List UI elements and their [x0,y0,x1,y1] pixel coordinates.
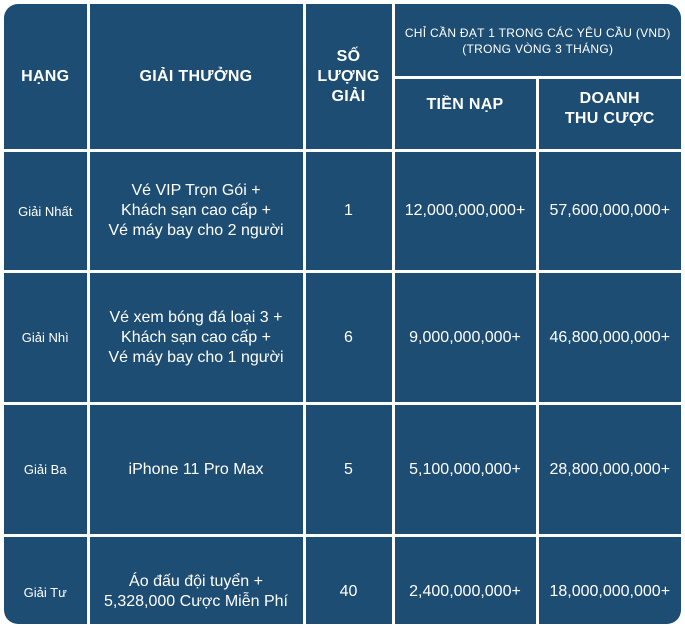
prize-line: Vé xem bóng đá loại 3 + [109,308,283,326]
prize-line: Khách sạn cao cấp + [121,328,271,346]
table-row [4,536,681,625]
turnover-cell: 46,800,000,000+ [537,272,681,404]
table-row [4,404,681,536]
header-quantity [304,4,393,151]
header-quantity-line: SỐ [336,47,361,65]
prize-cell [88,536,304,625]
header-turnover-line: DOANH [579,90,640,107]
rank-cell: Giải Tư [4,536,88,625]
prize-cell [88,151,304,272]
header-prize: GIẢI THƯỞNG [88,4,304,151]
quantity-cell: 1 [304,151,393,272]
prize-line: Vé VIP Trọn Gói + [131,182,261,199]
header-quantity-line: GIẢI [331,87,366,105]
header-requirement-line: (TRONG VÒNG 3 THÁNG) [462,42,614,56]
rank-cell: Giải Nhất [4,151,88,272]
prize-cell [88,272,304,404]
quantity-cell: 5 [304,404,393,536]
prize-line: Áo đấu đội tuyển + [129,573,263,591]
prize-line: Vé máy bay cho 2 người [108,222,284,239]
deposit-cell: 12,000,000,000+ [393,151,537,272]
turnover-cell: 28,800,000,000+ [537,404,681,536]
prize-line: 5,328,000 Cược Miễn Phí [104,593,288,611]
prize-line: Vé máy bay cho 1 người [108,348,284,366]
prize-table-frame [4,4,681,624]
header-turnover [537,78,681,151]
header-requirement [393,4,681,78]
rank-cell: Giải Nhì [4,272,88,404]
table-row [4,151,681,272]
prize-line: Khách sạn cao cấp + [121,202,271,219]
table-row [4,272,681,404]
prize-table [4,4,681,624]
header-deposit: TIỀN NẠP [393,78,537,151]
deposit-cell: 9,000,000,000+ [393,272,537,404]
quantity-cell: 40 [304,536,393,625]
quantity-cell: 6 [304,272,393,404]
prize-line: iPhone 11 Pro Max [128,460,264,478]
prize-cell [88,404,304,536]
header-turnover-line: THU CƯỢC [564,110,655,127]
header-quantity-line: LƯỢNG [317,67,380,85]
rank-cell: Giải Ba [4,404,88,536]
header-rank: HẠNG [4,4,88,151]
turnover-cell: 18,000,000,000+ [537,536,681,625]
deposit-cell: 5,100,000,000+ [393,404,537,536]
header-requirement-line: CHỈ CẦN ĐẠT 1 TRONG CÁC YÊU CẦU (VND) [404,26,671,40]
deposit-cell: 2,400,000,000+ [393,536,537,625]
turnover-cell: 57,600,000,000+ [537,151,681,272]
